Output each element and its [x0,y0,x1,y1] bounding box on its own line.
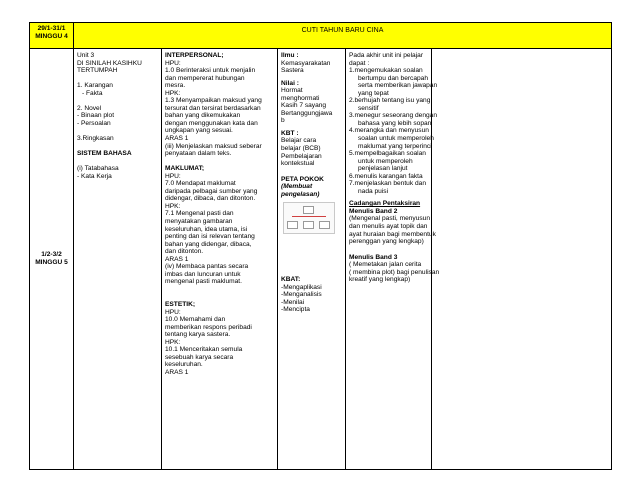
nilai-item: menghormati [281,94,320,102]
objective-item: 2.berhujah tentang isu yang [349,97,431,105]
topic-line: - Kata Kerja [77,172,112,180]
standards-line: keseluruhan, idea utama, isi [165,225,248,233]
week-5-date: 1/2-3/2 [41,251,62,259]
week-4-date: 29/1-31/1 [37,25,66,32]
standards-line: keseluruhan. [165,361,203,369]
objective-item: yang tepat [358,89,389,97]
standards-line: didengar, dibaca, dan ditonton. [165,195,256,203]
standards-line: 1.3 Menyampaikan maksud yang [165,97,262,105]
standards-cell [162,49,278,470]
topic-line: - Fakta [82,89,103,97]
lesson-plan-table [29,22,612,470]
tree-map-thumbnail [283,202,335,234]
standards-line: penting dan isi relevan tentang [165,233,255,241]
topic-line [77,143,158,151]
band-3-line: kreatif yang lengkap) [349,276,411,284]
ilmu-item: Sastera [281,67,304,75]
standards-line: mesra. [165,82,186,90]
objectives-intro: dapat : [349,59,370,67]
standards-line: tentang karya sastera. [165,331,231,339]
topic-line: - Persoalan [77,119,111,127]
standards-line: HPK: [165,338,181,346]
holiday-row [30,23,612,49]
objective-item: sensitif [358,104,379,112]
kbt-item: Pembelajaran [281,152,322,160]
topic-line: Unit 3 [77,52,95,59]
topic-line: 1. Karangan [77,82,113,90]
ilmu-item: Kemasyarakatan [281,59,331,67]
topic-line: TERTUMPAH [77,67,118,75]
objective-item: 7.menjelaskan bentuk dan [349,180,426,188]
nilai-item: Bertanggungjawa [281,109,333,117]
objective-item: penjelasan lanjut [358,165,408,173]
objective-item: bertumpu dan bercapah [358,74,429,82]
nilai-item: Kasih 7 sayang [281,102,327,110]
band-2-heading: Menulis Band 2 [349,207,398,215]
objectives-intro: Pada akhir unit ini pelajar [349,52,424,59]
kbat-item: -Menganalisis [281,291,322,299]
objective-item: 1.mengemukakan soalan [349,67,423,75]
peta-pokok-note: (Membuat [281,183,313,191]
objective-item: nada puisi [358,187,389,195]
nilai-item: Hormat [281,87,303,95]
standards-line: dan mempererat hubungan [165,74,245,82]
standards-line: ARAS 1 [165,368,189,376]
objective-item: 3.menegur seseorang dengan [349,112,437,120]
band-2-line: (Mengenal pasti, menyusun [349,215,431,223]
nilai-heading: Nilai : [281,79,299,87]
standards-line: 7.0 Mendapat maklumat [165,180,236,188]
kbt-heading: KBT : [281,129,299,137]
standards-line: 7.1 Mengenal pasti dan [165,210,234,218]
peta-pokok-note: pengelasan) [281,190,320,198]
standards-line: ungkapan yang sesuai. [165,127,233,135]
week-5-label: MINGGU 5 [35,259,68,266]
standards-line: 10.1 Menceritakan semula [165,346,243,354]
kbt-item: Belajar cara [281,137,317,145]
week-5-row [30,49,612,470]
topic-line: DI SINILAH KASIHKU [77,59,142,67]
standards-line: memberikan respons peribadi [165,323,252,331]
standards-line: INTERPERSONAL; [165,52,224,59]
standards-line: sesebuah karya secara [165,353,234,361]
standards-line: ARAS 1 [165,135,189,143]
standards-line: HPU: [165,172,181,180]
week-4-label: MINGGU 4 [35,32,68,40]
standards-line: daripada pelbagai sumber yang [165,187,258,195]
topic-cell [74,49,162,470]
objective-item: serta memberikan jawapan [358,82,438,90]
band-3-heading: Menulis Band 3 [349,253,398,261]
peta-pokok-heading: PETA POKOK [281,175,324,183]
kbat-heading: KBAT: [281,276,301,284]
standards-line: penyataan dalam teks. [165,150,232,158]
objective-item: bahasa yang lebih sopan [358,119,432,127]
band-2-line: perenggan yang lengkap) [349,238,424,246]
kbt-item: kontekstual [281,160,315,168]
standards-line: ESTETIK; [165,301,196,309]
standards-line: 1.0 Berinteraksi untuk menjalin [165,67,256,75]
objective-item: untuk memperoleh [358,157,413,165]
week-4-cell [30,23,74,49]
standards-line: (iii) Menjelaskan maksud seberar [165,142,262,150]
kbat-item: -Menilai [281,298,305,306]
topic-line [77,127,158,135]
nilai-item: b [281,117,285,125]
topic-line [77,158,158,166]
topic-line [77,97,158,105]
standards-line [165,286,274,294]
topic-line: 2. Novel [77,104,102,112]
standards-line: MAKLUMAT; [165,165,205,173]
topic-line [77,75,158,83]
standards-line: (iv) Membaca pantas secara [165,263,249,271]
assessment-heading: Cadangan Pentaksiran [349,200,421,208]
standards-line: HPU: [165,308,181,316]
objective-item: 4.merangka dan menyusun [349,127,429,135]
standards-line: HPK: [165,202,181,210]
kbt-item: belajar (BCB) [281,145,321,153]
objectives-cell [346,49,440,470]
topic-line: 3.Ringkasan [77,135,114,143]
standards-line: tersurat dan tersirat berdasarkan [165,104,261,112]
standards-line: dengan menggunakan kata dan [165,119,258,127]
objective-item: 6.menulis karangan fakta [349,172,423,180]
objective-item: soalan untuk memperoleh [358,135,434,143]
standards-line: bahan yang didengar, dibaca, [165,240,252,248]
kbat-item: -Mencipta [281,306,310,314]
band-2-line: dan menulis ayat topik dan [349,223,428,231]
standards-line [165,158,274,166]
kbat-item: -Mengaplikasi [281,283,322,291]
band-2-line: ayat huraian bagi membentuk [349,230,436,238]
standards-line: ARAS 1 [165,255,189,263]
topic-line: - Binaan plot [77,112,115,120]
ilmu-heading: Ilmu : [281,52,299,59]
standards-line: bahan yang dikemukakan [165,112,241,120]
objective-item: 5.mempelbagaikan soalan [349,150,426,158]
objective-item: maklumat yang terperinci [358,142,432,150]
standards-line: HPU: [165,59,181,67]
standards-line: dan ditonton. [165,248,204,256]
standards-line [165,294,274,302]
band-3-line: ( Memetakan jalan cerita [349,261,422,269]
standards-line: 10.0 Memahami dan [165,316,226,324]
week-5-cell [30,49,74,470]
topic-line: (i) Tatabahasa [77,165,119,173]
holiday-title: CUTI TAHUN BARU CINA [74,23,612,49]
standards-line: menyatakan gambaran [165,218,233,226]
empty-notes-cell [432,49,612,470]
topic-line: SISTEM BAHASA [77,150,132,158]
standards-line: HPK: [165,89,181,97]
standards-line: imbas dan luncuran untuk [165,270,241,278]
elements-cell [278,49,346,470]
band-3-line: ( membina plot) bagi penulisan [349,268,440,276]
standards-line: mengenal pasti maklumat. [165,278,242,286]
